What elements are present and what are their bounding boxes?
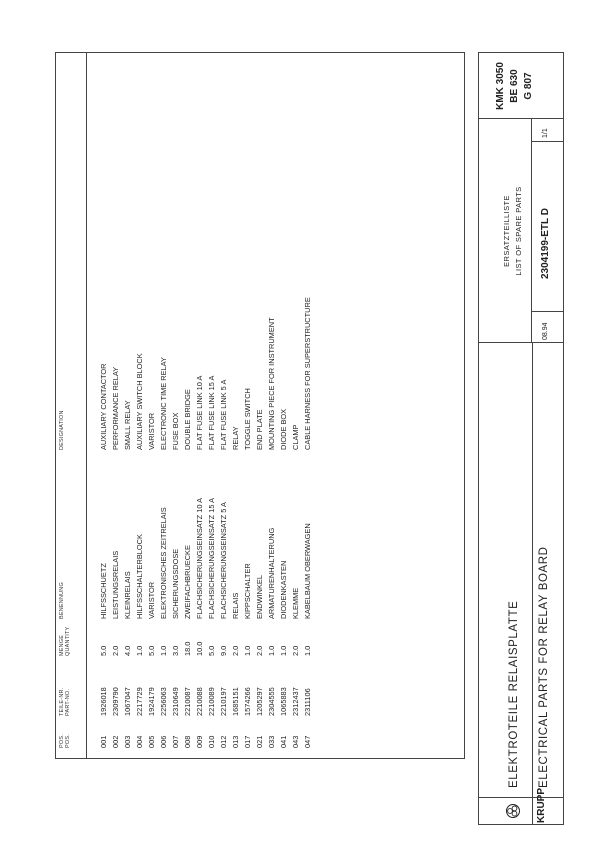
pos-cell: 008 [183, 735, 192, 748]
doc-type-english: LIST OF SPARE PARTS [514, 186, 523, 276]
doc-type-german: ERSATZTEILLISTE [502, 195, 511, 267]
title-german: ELEKTROTEILE RELAISPLATTE [508, 600, 520, 788]
part-no-cell: 1685151 [231, 687, 240, 716]
header-benennung: BENENNUNG [59, 582, 65, 619]
table-row [278, 53, 290, 758]
pos-cell: 006 [159, 735, 168, 748]
quantity-cell: 10.0 [195, 641, 204, 656]
quantity-cell: 2.0 [231, 645, 240, 656]
table-row [170, 53, 182, 758]
table-row [302, 53, 314, 758]
pos-cell: 010 [207, 735, 216, 748]
title-english: ELECTRICAL PARTS FOR RELAY BOARD [538, 546, 550, 788]
part-no-cell: 2304555 [267, 687, 276, 716]
designation-cell: FLAT FUSE LINK 10 A [195, 375, 204, 450]
designation-cell: FLAT FUSE LINK 15 A [207, 375, 216, 450]
benennung-cell: DIODENKASTEN [279, 560, 288, 619]
issue-date: 08.94 [542, 322, 549, 340]
pos-cell: 009 [195, 735, 204, 748]
designation-cell: TOGGLE SWITCH [243, 388, 252, 450]
table-row [206, 53, 218, 758]
pos-cell: 047 [303, 735, 312, 748]
benennung-cell: KABELBAUM OBERWAGEN [303, 523, 312, 619]
table-row [134, 53, 146, 758]
part-no-cell: 1065883 [279, 687, 288, 716]
benennung-cell: HILFSSCHALTERBLOCK [135, 534, 144, 619]
parts-table [55, 52, 465, 759]
part-no-cell: 1205297 [255, 687, 264, 716]
table-row [98, 53, 110, 758]
quantity-cell: 2.0 [255, 645, 264, 656]
table-row [182, 53, 194, 758]
part-no-cell: 2210197 [219, 687, 228, 716]
quantity-cell: 5.0 [147, 645, 156, 656]
part-no-cell: 2312437 [291, 687, 300, 716]
quantity-cell: 1.0 [135, 645, 144, 656]
designation-cell: CABLE HARNESS FOR SUPERSTRUCTURE [303, 297, 312, 450]
designation-cell: PERFORMANCE RELAY [111, 366, 120, 450]
header-divider [86, 53, 87, 758]
part-no-cell: 2210087 [183, 687, 192, 716]
table-row [110, 53, 122, 758]
krupp-logo-icon [505, 803, 521, 819]
pos-cell: 004 [135, 735, 144, 748]
part-no-cell: 1924179 [147, 687, 156, 716]
benennung-cell: SICHERUNGSDOSE [171, 548, 180, 619]
quantity-cell: 3.0 [171, 645, 180, 656]
part-no-cell: 2210088 [195, 687, 204, 716]
company-name: KRUPP [536, 787, 547, 823]
designation-cell: RELAY [231, 426, 240, 450]
quantity-cell: 18.0 [183, 641, 192, 656]
table-row [230, 53, 242, 758]
table-row [194, 53, 206, 758]
quantity-cell: 5.0 [207, 645, 216, 656]
designation-cell: MOUNTING PIECE FOR INSTRUMENT [267, 317, 276, 450]
pos-cell: 007 [171, 735, 180, 748]
designation-cell: AUXILIARY CONTACTOR [99, 363, 108, 450]
part-no-cell: 2256063 [159, 687, 168, 716]
pos-cell: 021 [255, 735, 264, 748]
table-row [254, 53, 266, 758]
quantity-cell: 1.0 [279, 645, 288, 656]
part-no-cell: 2310649 [171, 687, 180, 716]
part-no-cell: 2311106 [303, 688, 312, 716]
code-g: G 807 [523, 72, 534, 100]
benennung-cell: LEISTUNGSRELAIS [111, 550, 120, 619]
benennung-cell: RELAIS [231, 592, 240, 619]
pos-cell: 002 [111, 735, 120, 748]
part-no-cell: 2217729 [135, 687, 144, 716]
pos-cell: 005 [147, 735, 156, 748]
designation-cell: VARISTOR [147, 412, 156, 450]
designation-cell: FUSE BOX [171, 412, 180, 450]
benennung-cell: HILFSSCHUETZ [99, 563, 108, 619]
pos-cell: 033 [267, 735, 276, 748]
page-number: 1/1 [542, 128, 549, 138]
table-row [122, 53, 134, 758]
code-be: BE 630 [509, 69, 520, 103]
designation-cell: DIODE BOX [279, 408, 288, 450]
header-pos: POS. POS. [59, 734, 71, 748]
part-no-cell: 1926018 [99, 687, 108, 716]
title-block [478, 52, 564, 825]
designation-cell: CLAMP [291, 424, 300, 450]
quantity-cell: 1.0 [267, 645, 276, 656]
quantity-cell: 1.0 [303, 645, 312, 656]
benennung-cell: ENDWINKEL [255, 575, 264, 619]
benennung-cell: KLEINRELAIS [123, 571, 132, 619]
benennung-cell: ZWEIFACHBRUECKE [183, 545, 192, 619]
pos-cell: 017 [243, 735, 252, 748]
benennung-cell: ELEKTRONISCHES ZEITRELAIS [159, 507, 168, 619]
quantity-cell: 5.0 [99, 645, 108, 656]
document-number: 2304199-ETL D [540, 208, 551, 279]
part-no-cell: 1574266 [243, 687, 252, 716]
model-number: KMK 3050 [495, 62, 506, 110]
header-designation: DESIGNATION [59, 410, 65, 450]
designation-cell: END PLATE [255, 409, 264, 450]
benennung-cell: ARMATURENHALTERUNG [267, 527, 276, 619]
designation-cell: SMALL RELAY [123, 400, 132, 450]
benennung-cell: FLACHSICHERUNGSEINSATZ 15 A [207, 497, 216, 619]
designation-cell: DOUBLE BRIDGE [183, 389, 192, 450]
part-no-cell: 2210089 [207, 687, 216, 716]
pos-cell: 041 [279, 735, 288, 748]
table-row [290, 53, 302, 758]
table-row [218, 53, 230, 758]
table-row [158, 53, 170, 758]
table-row [242, 53, 254, 758]
quantity-cell: 4.0 [123, 645, 132, 656]
benennung-cell: FLACHSICHERUNGSEINSATZ 5 A [219, 502, 228, 619]
designation-cell: ELECTRONIC TIME RELAY [159, 357, 168, 450]
designation-cell: AUXILIARY SWITCH BLOCK [135, 353, 144, 450]
table-row [146, 53, 158, 758]
benennung-cell: VARISTOR [147, 581, 156, 619]
benennung-cell: FLACHSICHERUNGSEINSATZ 10 A [195, 497, 204, 619]
pos-cell: 012 [219, 735, 228, 748]
pos-cell: 001 [99, 735, 108, 748]
header-part-no: TEILE-NR. PART-NO. [59, 687, 71, 716]
quantity-cell: 2.0 [111, 645, 120, 656]
pos-cell: 003 [123, 735, 132, 748]
pos-cell: 043 [291, 735, 300, 748]
benennung-cell: KIPPSCHALTER [243, 563, 252, 619]
part-no-cell: 1067047 [123, 687, 132, 716]
benennung-cell: KLEMME [291, 587, 300, 619]
pos-cell: 013 [231, 735, 240, 748]
table-row [266, 53, 278, 758]
part-no-cell: 2309790 [111, 687, 120, 716]
quantity-cell: 2.0 [291, 645, 300, 656]
quantity-cell: 1.0 [159, 645, 168, 656]
designation-cell: FLAT FUSE LINK 5 A [219, 379, 228, 450]
quantity-cell: 1.0 [243, 645, 252, 656]
quantity-cell: 9.0 [219, 645, 228, 656]
header-quantity: MENGE QUANTITY [59, 626, 71, 656]
